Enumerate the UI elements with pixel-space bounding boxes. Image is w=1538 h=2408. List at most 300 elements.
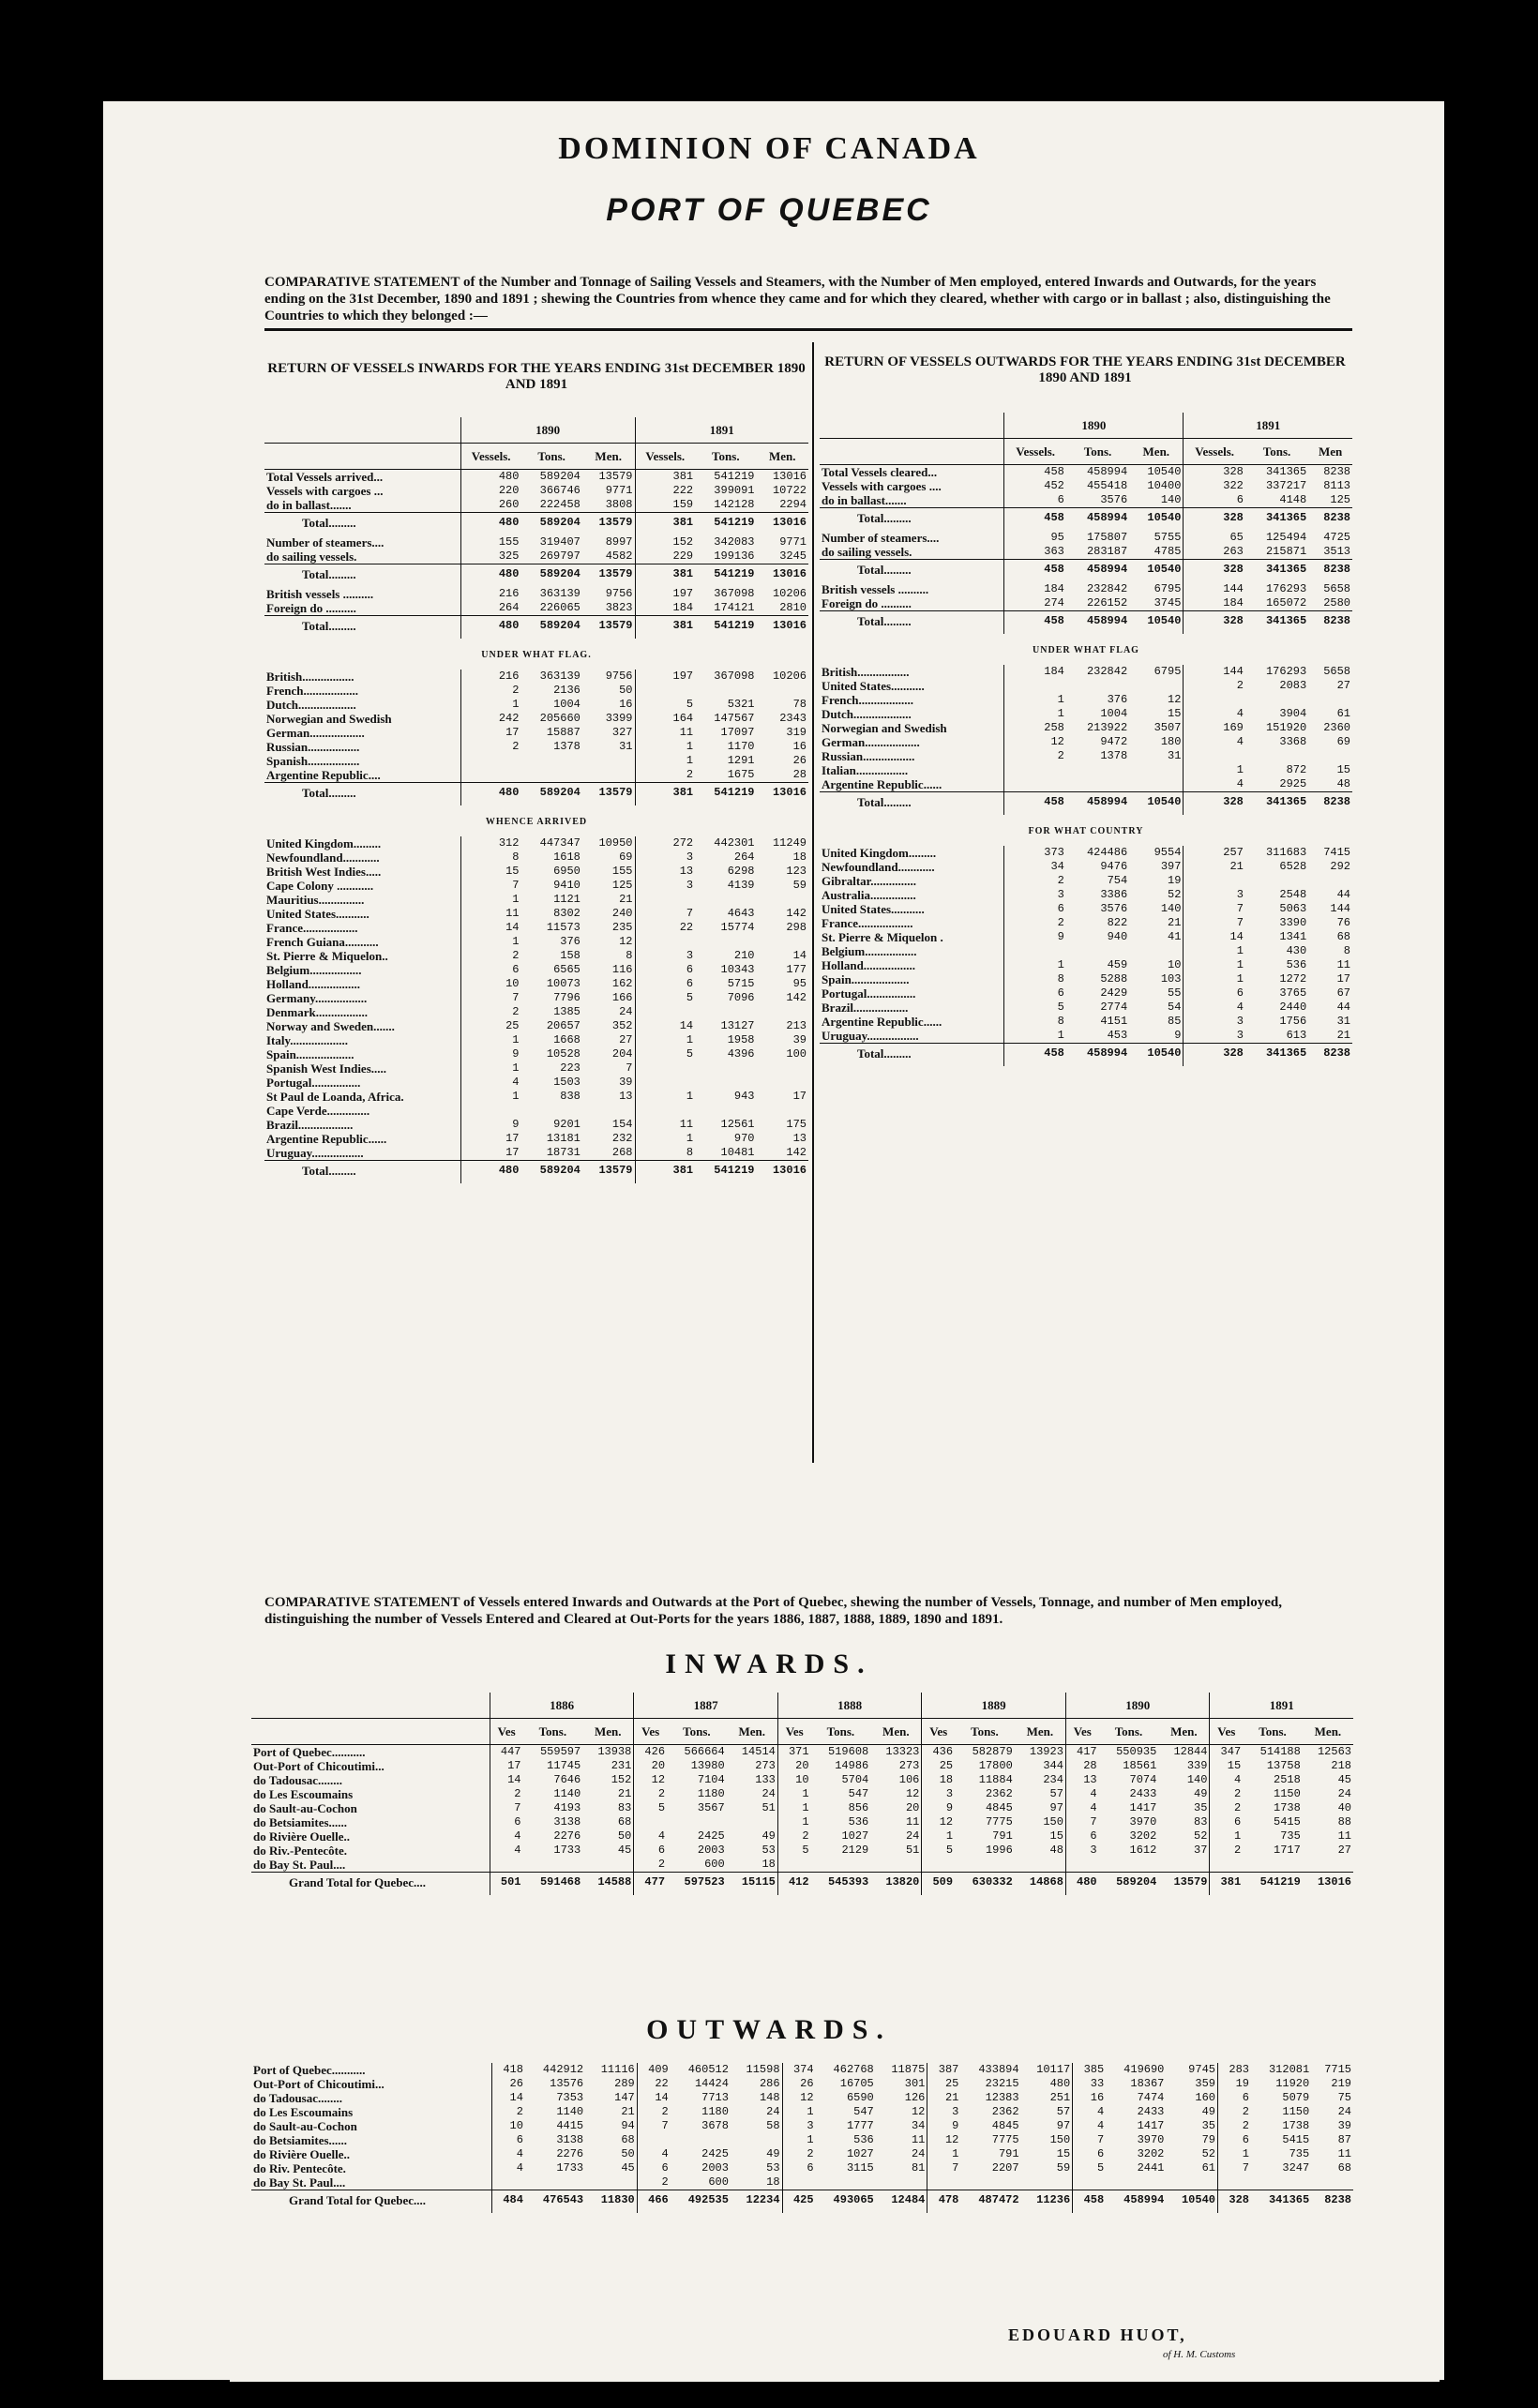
cell-value: 735 — [1289, 2147, 1310, 2160]
cell-value: 14868 — [1015, 1873, 1066, 1896]
cell-value: 2 — [1210, 1844, 1243, 1858]
cell-value: 4725 — [1323, 531, 1350, 544]
row-label: Foreign do .......... — [822, 596, 912, 610]
cell-value: 14588 — [582, 1873, 634, 1896]
cell-value: 123 — [786, 865, 807, 878]
cell-value: 45 — [621, 2161, 635, 2175]
row-label: British vessels .......... — [266, 587, 374, 601]
cell-value: 4 — [1184, 777, 1245, 792]
cell-value: 218 — [1331, 1759, 1351, 1772]
inwards-table — [264, 417, 808, 1183]
cell-value: 13 — [635, 865, 695, 879]
cell-value: 480 — [1065, 1873, 1098, 1896]
cell-value: 9 — [1174, 1029, 1182, 1042]
table-row — [264, 1146, 808, 1161]
cell-value: 69 — [1336, 735, 1350, 748]
table-row — [264, 535, 808, 549]
row-label: Uruguay................. — [822, 1029, 919, 1043]
cell-value: 37 — [1194, 1844, 1208, 1857]
row-label: Argentine Republic...... — [266, 1132, 387, 1146]
cell-value — [525, 2175, 585, 2190]
cell-value: 268 — [611, 1146, 633, 1159]
table-row — [251, 2190, 1353, 2214]
cell-value: 13181 — [546, 1132, 581, 1145]
table-row — [264, 513, 808, 536]
cell-value: 251 — [1049, 2091, 1071, 2104]
cell-value: 213 — [786, 1019, 807, 1032]
row-label: Germany................. — [266, 991, 368, 1005]
cell-value: 5079 — [1282, 2091, 1310, 2104]
cell-value: 328 — [1184, 508, 1245, 532]
cell-value: 15 — [1056, 2147, 1071, 2160]
cell-value: 3138 — [553, 1815, 581, 1829]
table-row — [264, 740, 808, 754]
cell-value: 11 — [460, 907, 520, 921]
cell-value: 226152 — [1086, 596, 1128, 610]
cell-value: 12484 — [876, 2190, 927, 2214]
cell-value: 9 — [460, 1047, 520, 1061]
cell-value: 24 — [761, 1787, 776, 1800]
cell-value: 7104 — [697, 1773, 725, 1786]
cell-value: 328 — [1184, 1044, 1245, 1067]
table-row — [264, 712, 808, 726]
cell-value: 3808 — [605, 498, 633, 511]
table-row — [820, 860, 1352, 874]
cell-value: 48 — [1336, 777, 1350, 790]
cell-value: 68 — [1337, 2161, 1351, 2175]
table-row — [264, 484, 808, 498]
table-row — [264, 498, 808, 513]
cell-value — [460, 754, 520, 768]
cell-value: 7775 — [985, 1815, 1013, 1829]
cell-value: 34 — [911, 2119, 926, 2132]
cell-value: 341365 — [1245, 611, 1308, 635]
header-blank — [820, 413, 1004, 439]
cell-value: 791 — [992, 1829, 1013, 1843]
cell-value: 312081 — [1268, 2063, 1310, 2076]
cell-value — [490, 1858, 522, 1873]
column-header-row — [820, 439, 1352, 465]
cell-value: 14514 — [741, 1745, 776, 1758]
cell-value: 147567 — [714, 712, 755, 725]
cell-value: 11875 — [891, 2063, 926, 2076]
cell-value: 458 — [1004, 1044, 1066, 1067]
cell-value: 9 — [460, 1118, 520, 1132]
cell-value: 5715 — [727, 977, 755, 990]
cell-value: 453 — [1107, 1029, 1128, 1042]
cell-value: 4 — [637, 2147, 671, 2161]
cell-value: 466 — [637, 2190, 671, 2214]
cell-value — [585, 2175, 637, 2190]
cell-value: 822 — [1107, 916, 1128, 929]
column-header: Ves — [490, 1719, 522, 1745]
cell-value: 10950 — [598, 836, 633, 850]
cell-value: 547 — [848, 1787, 869, 1800]
cell-value: 2003 — [697, 1844, 725, 1857]
cell-value — [960, 2175, 1020, 2190]
cell-value: 327 — [611, 726, 633, 739]
cell-value: 3745 — [1154, 596, 1182, 610]
table-row — [264, 670, 808, 684]
row-label: Portugal................ — [266, 1076, 361, 1090]
cell-value: 1004 — [553, 698, 581, 711]
cell-value: 97 — [1056, 2119, 1071, 2132]
year-header-row — [820, 413, 1352, 439]
cell-value: 1180 — [701, 2105, 729, 2118]
table-row — [264, 977, 808, 991]
cell-value: 14 — [792, 949, 807, 962]
column-header: Ves — [634, 1719, 667, 1745]
cell-value: 347 — [1210, 1745, 1243, 1760]
column-header: Men. — [757, 444, 808, 470]
cell-value: 150 — [1049, 2133, 1071, 2146]
table-row — [820, 1015, 1352, 1029]
cell-value: 1 — [922, 1829, 955, 1844]
column-header: Vessels. — [1004, 439, 1066, 465]
cell-value: 1 — [635, 740, 695, 754]
row-label: Holland................. — [822, 958, 916, 972]
cell-value: 10540 — [1129, 560, 1184, 583]
table-row — [820, 560, 1352, 583]
row-label: German.................. — [822, 735, 920, 749]
row-label: Denmark................. — [266, 1005, 368, 1019]
cell-value — [634, 1815, 667, 1829]
cell-value: 21 — [927, 2091, 961, 2105]
cell-value: 8238 — [1323, 465, 1350, 478]
column-header: Men. — [1303, 1719, 1353, 1745]
cell-value: 8 — [1004, 972, 1066, 986]
cell-value — [757, 1076, 808, 1090]
cell-value: 519608 — [828, 1745, 869, 1758]
cell-value: 155 — [460, 535, 520, 549]
row-label: St. Pierre & Miquelon.. — [266, 949, 388, 963]
cell-value: 547 — [853, 2105, 874, 2118]
cell-value: 21 — [1168, 916, 1182, 929]
row-label: Out-Port of Chicoutimi... — [253, 1759, 384, 1773]
cell-value: 3970 — [1129, 1815, 1157, 1829]
cell-value: 125 — [1330, 493, 1350, 506]
cell-value: 298 — [786, 921, 807, 934]
cell-value: 2429 — [1100, 986, 1128, 1000]
cell-value — [1106, 2175, 1166, 2190]
table-row — [820, 1001, 1352, 1015]
cell-value: 13579 — [582, 1161, 635, 1184]
cell-value: 342083 — [714, 535, 755, 549]
cell-value: 269797 — [539, 549, 581, 563]
cell-value: 442912 — [542, 2063, 584, 2076]
cell-value: 8997 — [605, 535, 633, 549]
cell-value: 13923 — [1029, 1745, 1063, 1758]
cell-value: 3678 — [701, 2119, 729, 2132]
cell-value: 412 — [777, 1873, 810, 1896]
cell-value: 13016 — [757, 1161, 808, 1184]
cell-value: 7775 — [991, 2133, 1019, 2146]
cell-value: 210 — [733, 949, 755, 962]
row-label: Number of steamers.... — [266, 535, 384, 549]
table-row — [264, 1047, 808, 1061]
cell-value: 426 — [634, 1745, 667, 1760]
cell-value: 229 — [635, 549, 695, 564]
cell-value: 509 — [922, 1873, 955, 1896]
cell-value: 18731 — [546, 1146, 581, 1159]
cell-value: 1 — [777, 1801, 810, 1815]
table-row — [264, 587, 808, 601]
cell-value: 232842 — [1086, 582, 1128, 595]
table-row — [264, 768, 808, 783]
cell-value: 13980 — [690, 1759, 725, 1772]
table-row — [251, 1787, 1353, 1801]
cell-value: 4 — [1073, 2119, 1107, 2133]
cell-value: 2433 — [1137, 2105, 1165, 2118]
cell-value: 44 — [1336, 1001, 1350, 1014]
cell-value: 566664 — [684, 1745, 725, 1758]
cell-value: 24 — [1337, 1787, 1351, 1800]
cell-value: 12 — [1168, 693, 1182, 706]
cell-value: 1 — [1004, 958, 1066, 972]
row-label: do sailing vessels. — [822, 545, 912, 559]
cell-value: 5 — [635, 698, 695, 712]
cell-value: 480 — [460, 616, 520, 640]
intro-statement: COMPARATIVE STATEMENT of the Number and Tonnage of Sailing Vessels and Steamers, with the Number of Men employed, entered Inwards and Outwards, for the years ending on the 31st December, 1890 and 1891 ; shewing the Countries from whence they came and for which they cleared, whether with cargo or in ballast ; also, distinguishing the Countries to which they belonged :— — [264, 275, 1331, 324]
row-label: Uruguay................. — [266, 1146, 364, 1160]
cell-value: 6 — [1004, 902, 1066, 916]
cell-value: 292 — [1330, 860, 1350, 873]
cell-value: 11884 — [978, 1773, 1013, 1786]
header-blank — [820, 439, 1004, 465]
cell-value: 363 — [1004, 545, 1066, 560]
table-row — [820, 916, 1352, 930]
cell-value: 7474 — [1137, 2091, 1165, 2104]
cell-value: 3576 — [1100, 493, 1128, 506]
table-row — [264, 1033, 808, 1047]
cell-value: 6 — [1217, 2091, 1251, 2105]
cell-value: 6 — [491, 2133, 525, 2147]
cell-value: 213922 — [1086, 721, 1128, 734]
cell-value: 359 — [1195, 2077, 1215, 2090]
cell-value: 341365 — [1245, 560, 1308, 583]
cell-value: 8238 — [1311, 2190, 1353, 2214]
cell-value: 493065 — [816, 2190, 876, 2214]
cell-value: 2294 — [779, 498, 807, 511]
table-row — [820, 1044, 1352, 1067]
cell-value: 6795 — [1154, 582, 1182, 595]
table-row — [264, 893, 808, 907]
cell-value: 286 — [759, 2077, 780, 2090]
cell-value: 3368 — [1279, 735, 1307, 748]
table-row — [251, 1773, 1353, 1787]
cell-value — [1065, 1858, 1098, 1873]
cell-value: 10540 — [1147, 465, 1182, 478]
cell-value: 1140 — [553, 1787, 581, 1800]
row-label: Newfoundland............ — [822, 860, 935, 874]
column-header: Ves — [777, 1719, 810, 1745]
cell-value: 366746 — [539, 484, 581, 497]
cell-value: 10481 — [720, 1146, 755, 1159]
cell-value: 140 — [1186, 1773, 1208, 1786]
column-header-row — [251, 1719, 1353, 1745]
cell-value: 2 — [460, 1005, 520, 1019]
table-row — [820, 846, 1352, 860]
cell-value: 3 — [1184, 1029, 1245, 1044]
document-title: DOMINION OF CANADA — [558, 131, 980, 166]
cell-value: 477 — [634, 1873, 667, 1896]
cell-value: 10540 — [1129, 792, 1184, 816]
cell-value: 872 — [1286, 763, 1307, 776]
cell-value: 7 — [1184, 902, 1245, 916]
row-label: Norwegian and Swedish — [822, 721, 947, 735]
cell-value: 83 — [1194, 1815, 1208, 1829]
cell-value: 3 — [635, 850, 695, 865]
table-row — [264, 935, 808, 949]
cell-value — [1308, 874, 1352, 888]
row-label: Belgium................. — [266, 963, 362, 977]
cell-value: 24 — [911, 2147, 926, 2160]
cell-value: 126 — [904, 2091, 926, 2104]
cell-value: 492535 — [671, 2190, 731, 2214]
cell-value: 25 — [922, 1759, 955, 1773]
cell-value: 381 — [635, 564, 695, 588]
cell-value: 184 — [1004, 665, 1066, 679]
cell-value: 15 — [1168, 707, 1182, 720]
cell-value: 50 — [621, 2147, 635, 2160]
cell-value: 5 — [1004, 1001, 1066, 1015]
row-label: Cape Verde.............. — [266, 1104, 370, 1118]
cell-value: 2 — [1004, 916, 1066, 930]
cell-value: 10400 — [1147, 479, 1182, 492]
cell-value: 4 — [490, 1844, 522, 1858]
cell-value — [1184, 693, 1245, 707]
cell-value: 1 — [1004, 693, 1066, 707]
cell-value: 2207 — [991, 2161, 1019, 2175]
cell-value: 341365 — [1245, 1044, 1308, 1067]
cell-value: 484 — [491, 2190, 525, 2214]
cell-value: 328 — [1184, 560, 1245, 583]
cell-value: 10540 — [1166, 2190, 1217, 2214]
cell-value: 31 — [1168, 749, 1182, 762]
year-header-row — [251, 1693, 1353, 1719]
cell-value: 589204 — [520, 564, 581, 588]
cell-value: 4415 — [556, 2119, 584, 2132]
cell-value: 17 — [460, 726, 520, 740]
inwards-title: RETURN OF VESSELS INWARDS FOR THE YEARS ENDING 31st DECEMBER 1890 AND 1891 — [267, 361, 806, 392]
year-header: 1887 — [634, 1693, 778, 1719]
cell-value — [1243, 1858, 1303, 1873]
cell-value: 133 — [755, 1773, 776, 1786]
cell-value: 541219 — [695, 564, 756, 588]
cell-value: 50 — [617, 1829, 632, 1843]
cell-value: 536 — [853, 2133, 874, 2146]
row-label: Total Vessels arrived... — [266, 470, 384, 484]
cell-value — [1184, 749, 1245, 763]
cell-value: 9201 — [553, 1118, 581, 1131]
row-label: do Riv. Pentecôte. — [253, 2161, 346, 2175]
cell-value: 1 — [460, 1090, 520, 1104]
table-row — [264, 1104, 808, 1118]
cell-value — [1308, 749, 1352, 763]
cell-value: 536 — [1286, 958, 1307, 971]
cell-value: 18 — [922, 1773, 955, 1787]
table-row — [264, 949, 808, 963]
column-header: Tons. — [1243, 1719, 1303, 1745]
cell-value: 12 — [922, 1815, 955, 1829]
cell-value: 501 — [490, 1873, 522, 1896]
cell-value: 95 — [792, 977, 807, 990]
cell-value: 2136 — [553, 684, 581, 697]
cell-value: 381 — [635, 1161, 695, 1184]
cell-value: 40 — [1337, 1801, 1351, 1814]
cell-value: 41 — [1168, 930, 1182, 943]
table-row — [820, 972, 1352, 986]
cell-value: 6298 — [727, 865, 755, 878]
table-row — [264, 1161, 808, 1184]
cell-value: 17 — [490, 1759, 522, 1773]
cell-value: 26 — [491, 2077, 525, 2091]
section-caption-row — [264, 639, 808, 670]
cell-value: 18 — [761, 1858, 776, 1871]
cell-value: 10540 — [1129, 611, 1184, 635]
cell-value — [870, 1858, 922, 1873]
cell-value: 3513 — [1323, 545, 1350, 558]
cell-value: 339 — [1186, 1759, 1208, 1772]
column-header: Tons. — [667, 1719, 727, 1745]
cell-value: 7 — [635, 907, 695, 921]
table-row — [820, 944, 1352, 958]
cell-value: 1004 — [1100, 707, 1128, 720]
cell-value: 3 — [1184, 888, 1245, 902]
cell-value: 4785 — [1154, 545, 1182, 558]
cell-value: 35 — [1194, 1801, 1208, 1814]
cell-value: 2 — [637, 2105, 671, 2119]
cell-value: 5 — [1073, 2161, 1107, 2175]
year-header: 1891 — [1184, 413, 1352, 439]
row-label: United States........... — [822, 679, 925, 693]
cell-value: 19 — [1217, 2077, 1251, 2091]
column-header: Men. — [870, 1719, 922, 1745]
table-row — [264, 907, 808, 921]
cell-value: 15774 — [720, 921, 755, 934]
cell-value: 4 — [1065, 1787, 1098, 1801]
cell-value: 4 — [1184, 735, 1245, 749]
row-label: Total......... — [820, 792, 1004, 816]
cell-value: 33 — [1073, 2077, 1107, 2091]
cell-value: 3386 — [1100, 888, 1128, 901]
cell-value: 589204 — [520, 1161, 581, 1184]
cell-value: 11573 — [546, 921, 581, 934]
cell-value: 9554 — [1154, 846, 1182, 859]
cell-value: 1618 — [553, 850, 581, 864]
cell-value: 69 — [619, 850, 633, 864]
cell-value: 2925 — [1279, 777, 1307, 790]
cell-value — [1129, 777, 1184, 792]
cell-value: 59 — [792, 879, 807, 892]
cell-value: 125494 — [1265, 531, 1307, 544]
table-row — [264, 726, 808, 740]
row-label: United States........... — [822, 902, 925, 916]
table-row — [264, 549, 808, 564]
cell-value: 51 — [761, 1801, 776, 1814]
row-label: Spanish................. — [266, 754, 360, 768]
year-header: 1890 — [1004, 413, 1184, 439]
cell-value: 95 — [1004, 531, 1066, 545]
cell-value: 478 — [927, 2190, 961, 2214]
cell-value: 8238 — [1308, 611, 1352, 635]
section-caption-row — [820, 815, 1352, 846]
cell-value: 367098 — [714, 587, 755, 600]
table-row — [264, 865, 808, 879]
row-label: Norwegian and Swedish — [266, 712, 392, 726]
cell-value: 59 — [1056, 2161, 1071, 2175]
cell-value: 367098 — [714, 670, 755, 683]
